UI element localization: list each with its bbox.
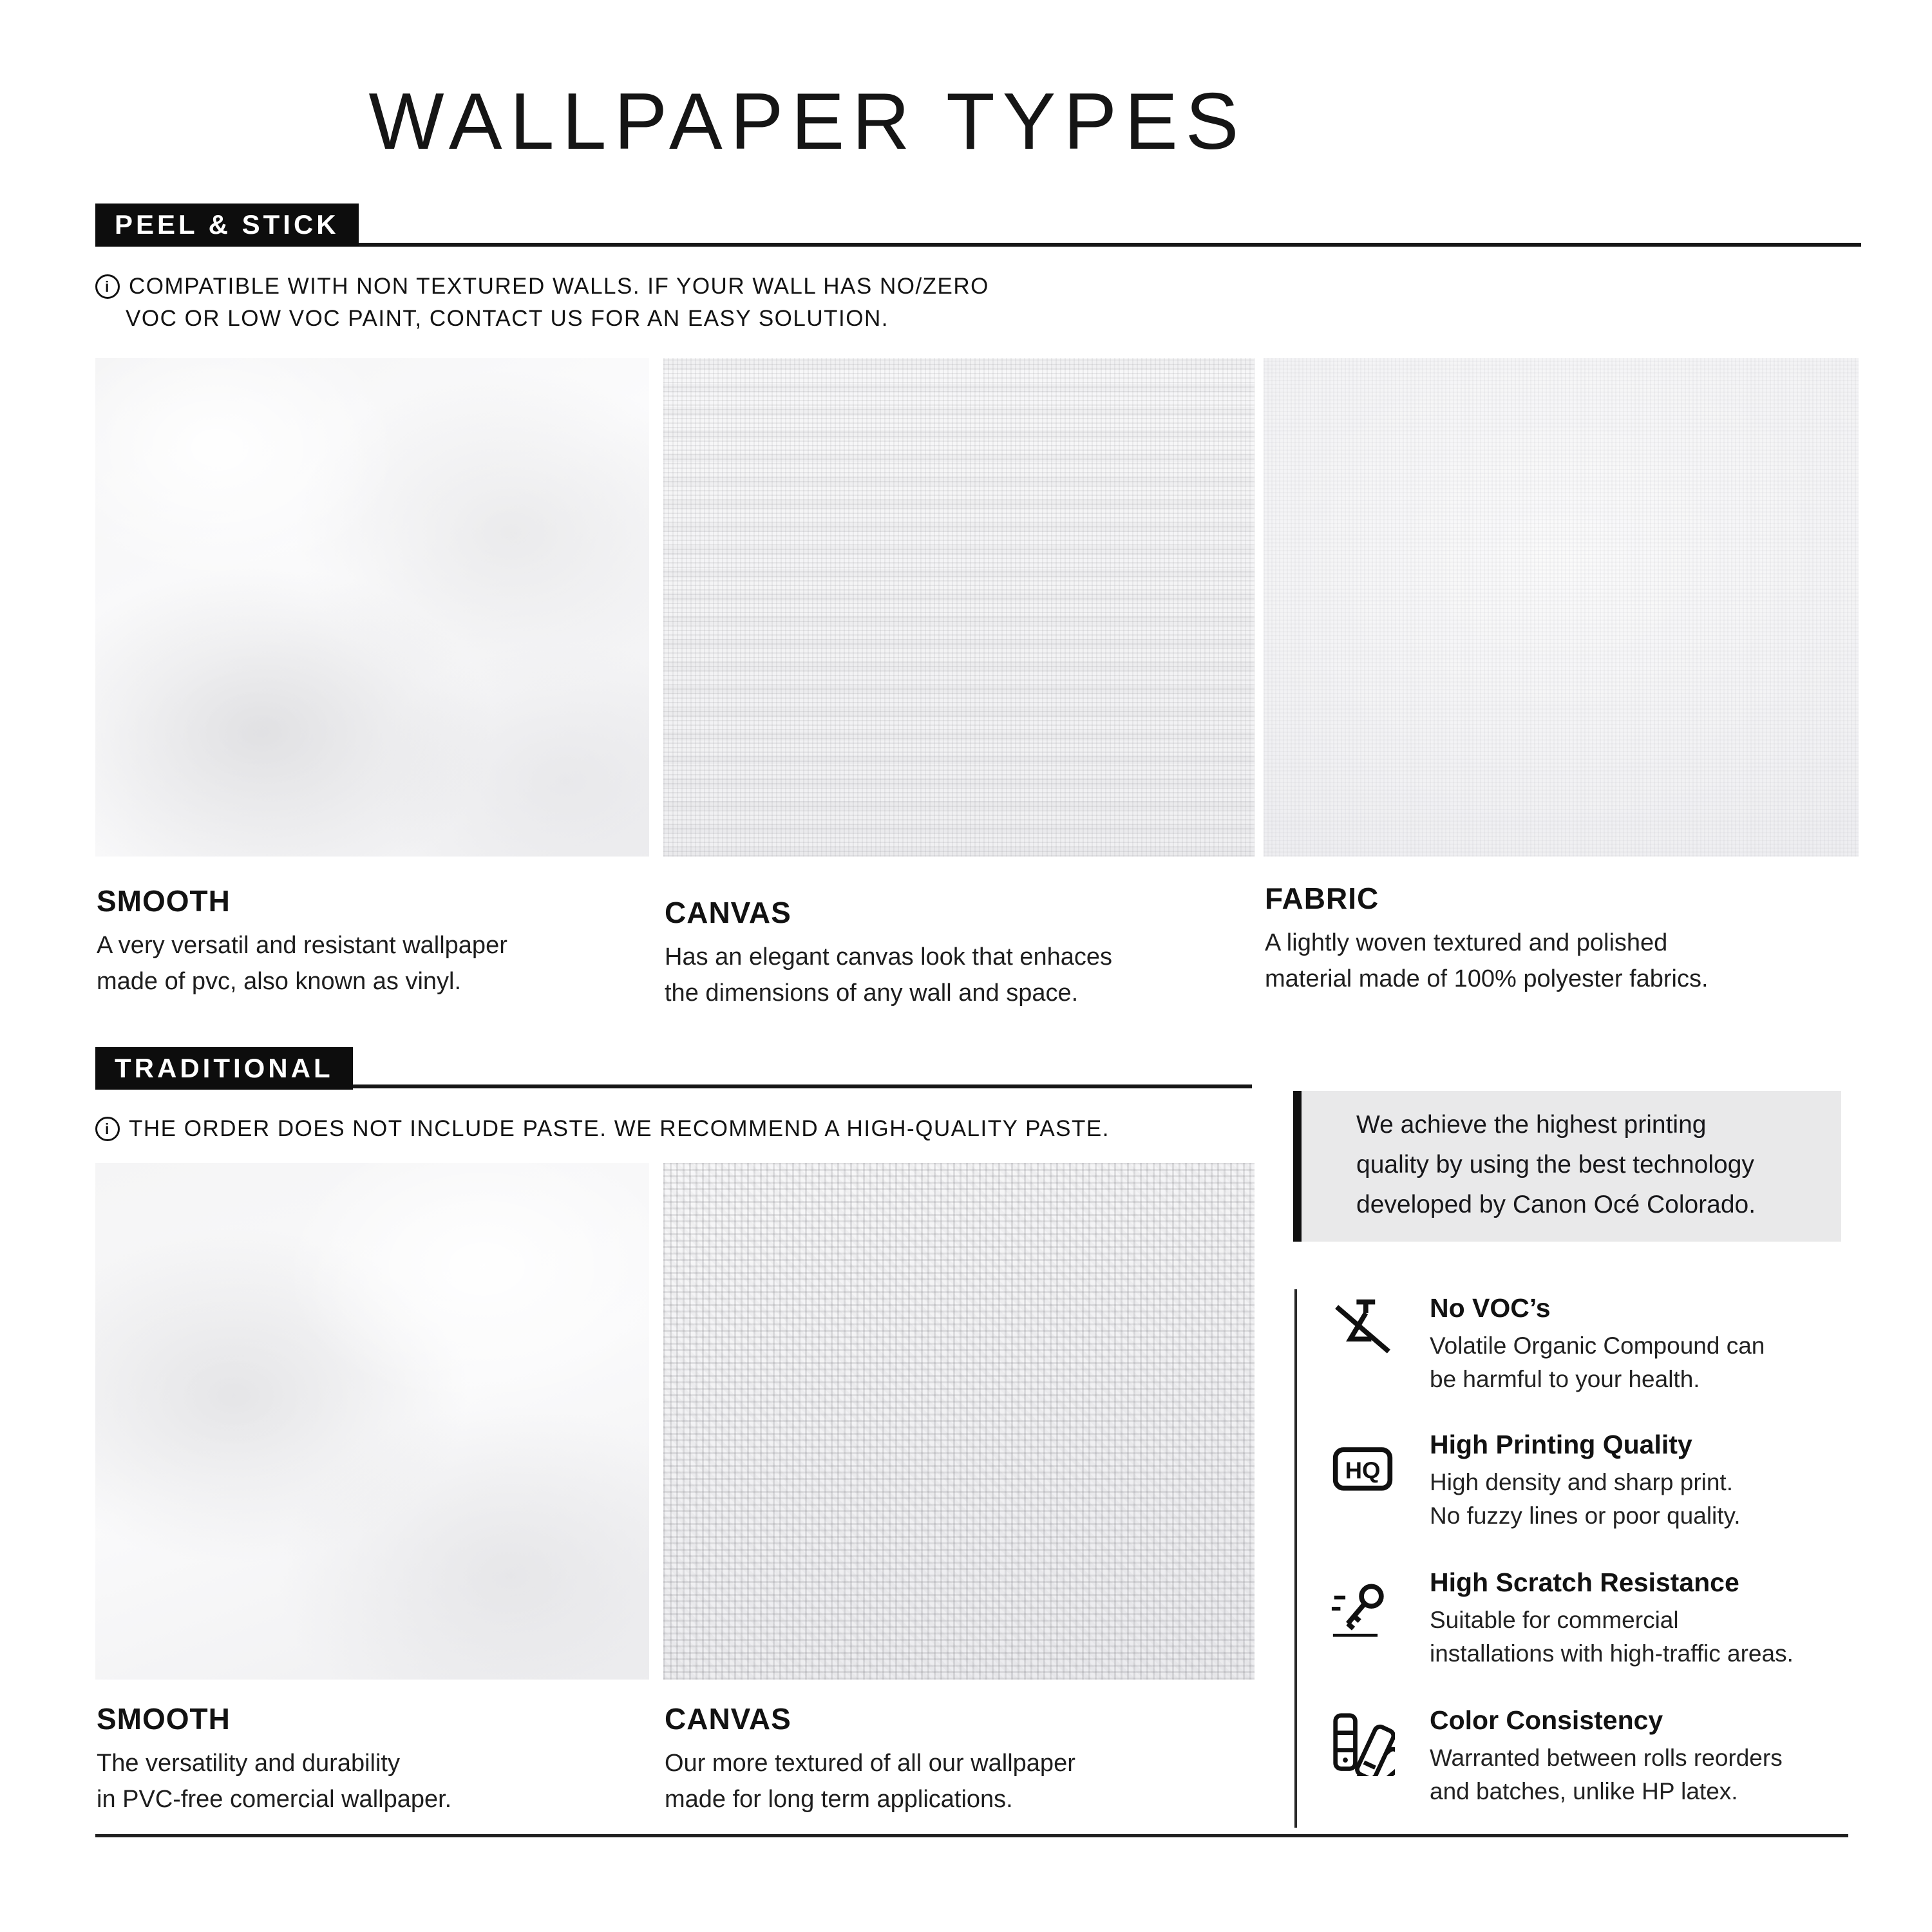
peel-stick-note-line2: VOC OR LOW VOC PAINT, CONTACT US FOR AN EASY SOLUTION.	[126, 306, 889, 331]
sample-name-canvas-traditional: CANVAS	[665, 1702, 791, 1736]
sample-desc-smooth-traditional: The versatility and durability in PVC-free comercial wallpaper.	[97, 1750, 452, 1813]
sample-image-smooth-traditional	[95, 1163, 649, 1680]
feature-desc-high-printing-quality: High density and sharp print. No fuzzy lines or poor quality.	[1430, 1469, 1741, 1529]
page-title: WALLPAPER TYPES	[368, 77, 1247, 166]
sample-name-smooth: SMOOTH	[97, 884, 231, 918]
hq-badge-icon	[1331, 1436, 1395, 1501]
peel-stick-note-line1: COMPATIBLE WITH NON TEXTURED WALLS. IF YOUR WALL HAS NO/ZERO	[129, 274, 989, 299]
sample-name-smooth-traditional: SMOOTH	[97, 1702, 231, 1736]
peel-stick-note	[95, 270, 989, 335]
info-icon: i	[95, 1117, 120, 1141]
key-scratch-icon	[1331, 1575, 1395, 1640]
feature-desc-no-voc: Volatile Organic Compound can be harmful to your health.	[1430, 1332, 1765, 1392]
feature-title-high-printing-quality: High Printing Quality	[1430, 1430, 1692, 1459]
sample-desc-fabric: A lightly woven textured and polished material made of 100% polyester fabrics.	[1265, 929, 1709, 992]
sample-image-canvas-peel-stick	[663, 358, 1255, 857]
bottom-divider-line	[95, 1834, 1848, 1837]
feature-title-color-consistency: Color Consistency	[1430, 1705, 1663, 1735]
feature-desc-color-consistency: Warranted between rolls reorders and batches, unlike HP latex.	[1430, 1745, 1783, 1804]
sample-desc-smooth: A very versatil and resistant wallpaper made of pvc, also known as vinyl.	[97, 932, 507, 995]
sample-image-fabric-peel-stick	[1264, 358, 1859, 857]
sample-name-fabric: FABRIC	[1265, 882, 1379, 915]
quote-text: We achieve the highest printing quality by using the best technology developed by Canon Océ Colorado.	[1356, 1111, 1756, 1218]
sample-desc-canvas-traditional: Our more textured of all our wallpaper made for long term applications.	[665, 1750, 1075, 1813]
info-icon: i	[95, 274, 120, 299]
sample-image-smooth-peel-stick	[95, 358, 649, 857]
svg-text:HQ: HQ	[1345, 1457, 1381, 1484]
color-swatches-icon	[1331, 1712, 1395, 1776]
sample-image-canvas-traditional	[663, 1163, 1255, 1680]
sample-desc-canvas: Has an elegant canvas look that enhaces the dimensions of any wall and space.	[665, 943, 1113, 1007]
sample-name-canvas: CANVAS	[665, 896, 791, 929]
traditional-note	[95, 1113, 1110, 1145]
feature-desc-high-scratch-resistance: Suitable for commercial installations with high-traffic areas.	[1430, 1607, 1794, 1667]
traditional-note-line1: THE ORDER DOES NOT INCLUDE PASTE. WE RECOMMEND A HIGH-QUALITY PASTE.	[129, 1116, 1110, 1141]
feature-title-high-scratch-resistance: High Scratch Resistance	[1430, 1567, 1739, 1597]
feature-title-no-voc: No VOC’s	[1430, 1293, 1551, 1323]
quote-accent-bar	[1293, 1091, 1302, 1242]
peel-stick-section-label: PEEL & STICK	[95, 204, 359, 246]
features-divider-line	[1294, 1289, 1297, 1828]
peel-stick-divider-line	[95, 243, 1861, 247]
no-voc-flask-icon	[1331, 1296, 1395, 1360]
traditional-section-label: TRADITIONAL	[95, 1047, 353, 1090]
